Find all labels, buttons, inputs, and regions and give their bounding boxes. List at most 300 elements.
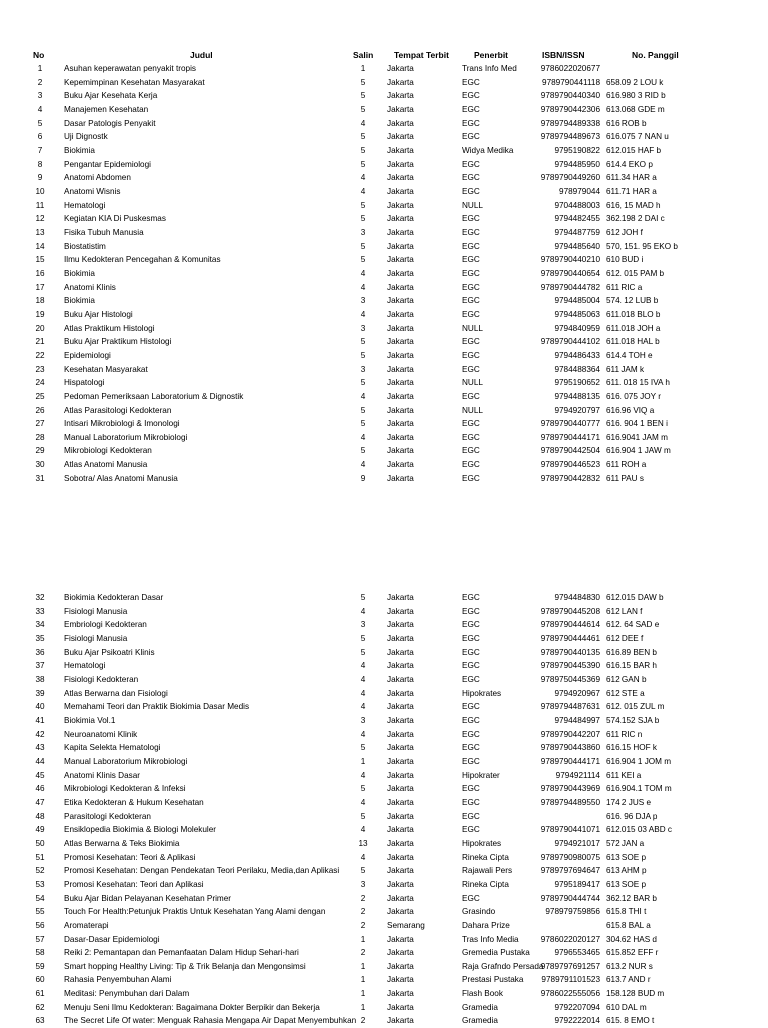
cell-penerbit: EGC (462, 159, 480, 169)
table-row (0, 769, 768, 783)
cell-tempat-terbit: Jakarta (387, 118, 414, 128)
cell-isbn: 9794484830 (554, 593, 600, 602)
cell-salin: 4 (360, 770, 366, 780)
cell-judul: Biokimia (64, 268, 95, 278)
cell-judul: Dasar Patologis Penyakit (64, 118, 156, 128)
cell-tempat-terbit: Jakarta (387, 647, 414, 657)
cell-no-panggil: 611 RIC a (606, 282, 643, 292)
cell-no-panggil: 616. 075 JOY r (606, 391, 661, 401)
cell-salin: 5 (360, 104, 366, 114)
cell-no: 40 (35, 702, 45, 712)
cell-penerbit: EGC (462, 460, 480, 470)
cell-judul: Kepemimpinan Kesehatan Masyarakat (64, 77, 205, 87)
cell-isbn: 9794482455 (554, 214, 600, 224)
cell-judul: Atlas Anatomi Manusia (64, 460, 148, 470)
cell-no-panggil: 616, 15 MAD h (606, 200, 661, 210)
cell-penerbit: Gramedia (462, 1002, 498, 1012)
table-row (0, 89, 768, 103)
cell-penerbit: Raja Grafndo Persada (462, 961, 544, 971)
cell-judul: Uji Dignostk (64, 132, 108, 142)
cell-isbn: 9789791101523 (541, 975, 600, 985)
cell-judul: The Secret Life Of water: Menguak Rahasia Mengapa Air Dapat Menyembuhkan (64, 1016, 357, 1026)
cell-no: 17 (35, 282, 45, 292)
cell-isbn: 9789790440340 (540, 91, 600, 101)
cell-salin: 1 (360, 64, 366, 73)
cell-no-panggil: 611.34 HAR a (606, 173, 657, 183)
cell-judul: Anatomi Klinis (64, 282, 116, 292)
cell-isbn: 9794840959 (554, 323, 600, 333)
cell-no: 48 (35, 811, 45, 821)
cell-penerbit: Widya Medika (462, 145, 514, 155)
table-row (0, 782, 768, 796)
cell-penerbit: EGC (462, 282, 480, 292)
cell-isbn: 9789790445208 (540, 606, 600, 616)
table-row (0, 687, 768, 701)
cell-judul: Hematologi (64, 661, 106, 671)
cell-no-panggil: 616.904 1 JAW m (606, 446, 671, 456)
cell-isbn: 9794920967 (554, 688, 600, 698)
table-row (0, 444, 768, 458)
table-row (0, 199, 768, 213)
cell-judul: Memahami Teori dan Praktik Biokimia Dasar Medis (64, 702, 250, 712)
cell-no-panggil: 615.8 BAL a (606, 920, 651, 930)
cell-tempat-terbit: Jakarta (387, 391, 414, 401)
cell-penerbit: Trans Info Med (462, 64, 517, 73)
cell-no-panggil: 658.09 2 LOU k (606, 77, 664, 87)
table-row (0, 605, 768, 619)
cell-no: 29 (35, 446, 45, 456)
cell-penerbit: Rineka Cipta (462, 879, 509, 889)
header-salin: Salin (353, 50, 374, 60)
cell-isbn: 9794486433 (554, 350, 600, 360)
cell-salin: 13 (358, 838, 368, 848)
header-isbn: ISBN/ISSN (542, 50, 585, 60)
cell-no: 31 (35, 473, 45, 483)
cell-isbn: 9789790442832 (540, 473, 600, 483)
cell-no-panggil: 613.7 AND r (606, 975, 651, 985)
cell-no-panggil: 612 GAN b (606, 674, 647, 684)
cell-penerbit: Flash Book (462, 989, 503, 999)
cell-salin: 4 (360, 268, 366, 278)
cell-isbn: 9789790444461 (540, 633, 600, 643)
table-row (0, 973, 768, 987)
cell-salin: 3 (360, 364, 366, 374)
cell-penerbit: EGC (462, 227, 480, 237)
cell-penerbit: EGC (462, 784, 480, 794)
cell-judul: Manual Laboratorium Mikrobiologi (64, 432, 188, 442)
cell-no-panggil: 611 RIC n (606, 729, 643, 739)
cell-no: 23 (35, 364, 45, 374)
cell-salin: 2 (360, 920, 366, 930)
cell-tempat-terbit: Jakarta (387, 186, 414, 196)
table-row (0, 376, 768, 390)
cell-judul: Mikrobiologi Kedokteran & Infeksi (64, 784, 186, 794)
table-row (0, 673, 768, 687)
cell-judul: Promosi Kesehatan: Dengan Pendekatan Teori Perilaku, Media,dan Aplikasi (64, 866, 340, 876)
cell-penerbit: EGC (462, 473, 480, 483)
cell-no-panggil: 616.89 BEN b (606, 647, 657, 657)
cell-tempat-terbit: Jakarta (387, 784, 414, 794)
cell-judul: Anatomi Wisnis (64, 186, 121, 196)
table-row (0, 837, 768, 851)
cell-judul: Biokimia (64, 145, 95, 155)
cell-no-panggil: 616. 904 1 BEN i (606, 419, 668, 429)
cell-salin: 5 (360, 378, 366, 388)
cell-no-panggil: 613 SOE p (606, 879, 647, 889)
cell-no-panggil: 611. 018 15 IVA h (606, 378, 670, 388)
cell-no-panggil: 612.015 DAW b (606, 593, 664, 602)
table-row (0, 618, 768, 632)
cell-tempat-terbit: Jakarta (387, 132, 414, 142)
table-row (0, 933, 768, 947)
cell-penerbit: EGC (462, 350, 480, 360)
cell-penerbit: Hipokrater (462, 770, 500, 780)
cell-judul: Pengantar Epidemiologi (64, 159, 151, 169)
table-row (0, 103, 768, 117)
cell-penerbit: Gramedia (462, 1016, 498, 1026)
cell-salin: 5 (360, 241, 366, 251)
cell-isbn: 9789790440135 (540, 647, 600, 657)
cell-tempat-terbit: Jakarta (387, 838, 414, 848)
table-row (0, 919, 768, 933)
cell-salin: 1 (360, 989, 366, 999)
cell-no: 58 (35, 948, 45, 958)
table-row (0, 796, 768, 810)
cell-tempat-terbit: Jakarta (387, 350, 414, 360)
cell-tempat-terbit: Jakarta (387, 104, 414, 114)
table-row (0, 810, 768, 824)
cell-no: 60 (35, 975, 45, 985)
cell-tempat-terbit: Jakarta (387, 674, 414, 684)
cell-salin: 5 (360, 784, 366, 794)
cell-tempat-terbit: Jakarta (387, 729, 414, 739)
cell-isbn: 9796553465 (554, 948, 600, 958)
cell-isbn: 9786022020677 (540, 64, 600, 73)
cell-penerbit: EGC (462, 391, 480, 401)
cell-no: 55 (35, 907, 45, 917)
cell-isbn: 9794920797 (554, 405, 600, 415)
cell-salin: 2 (360, 907, 366, 917)
cell-isbn: 9789790443969 (540, 784, 600, 794)
cell-judul: Biokimia Vol.1 (64, 715, 116, 725)
cell-tempat-terbit: Jakarta (387, 378, 414, 388)
table-row (0, 267, 768, 281)
cell-isbn: 9789790443860 (540, 743, 600, 753)
table-row (0, 281, 768, 295)
table-row (0, 458, 768, 472)
cell-judul: Fisiologi Manusia (64, 633, 128, 643)
cell-isbn: 9789790440654 (540, 268, 600, 278)
cell-no: 46 (35, 784, 45, 794)
cell-isbn: 9789794489550 (540, 797, 600, 807)
cell-isbn: 9794485950 (554, 159, 600, 169)
cell-tempat-terbit: Jakarta (387, 989, 414, 999)
cell-judul: Biokimia Kedokteran Dasar (64, 593, 164, 602)
cell-penerbit: EGC (462, 633, 480, 643)
cell-no-panggil: 615.852 EFF r (606, 948, 659, 958)
cell-judul: Hematologi (64, 200, 106, 210)
cell-penerbit: EGC (462, 446, 480, 456)
cell-tempat-terbit: Jakarta (387, 1016, 414, 1026)
cell-isbn: 9789794489338 (540, 118, 600, 128)
cell-penerbit: EGC (462, 173, 480, 183)
cell-tempat-terbit: Jakarta (387, 715, 414, 725)
cell-no-panggil: 574.152 SJA b (606, 715, 660, 725)
cell-penerbit: Dahara Prize (462, 920, 510, 930)
cell-isbn: 9789794489673 (540, 132, 600, 142)
cell-judul: Kesehatan Masyarakat (64, 364, 148, 374)
cell-isbn: 9789790440777 (540, 419, 600, 429)
cell-judul: Ilmu Kedokteran Pencegahan & Komunitas (64, 255, 221, 265)
cell-isbn: 9789790444171 (540, 432, 600, 442)
cell-tempat-terbit: Jakarta (387, 159, 414, 169)
cell-no-panggil: 616.980 3 RID b (606, 91, 666, 101)
table-row (0, 905, 768, 919)
cell-salin: 4 (360, 391, 366, 401)
cell-tempat-terbit: Jakarta (387, 893, 414, 903)
table-row (0, 755, 768, 769)
cell-isbn: 9792207094 (554, 1002, 600, 1012)
cell-no-panggil: 612. 015 ZUL m (606, 702, 665, 712)
cell-no: 25 (35, 391, 45, 401)
cell-penerbit: EGC (462, 797, 480, 807)
cell-no: 45 (35, 770, 45, 780)
cell-no: 15 (35, 255, 45, 265)
cell-no: 51 (35, 852, 45, 862)
cell-tempat-terbit: Jakarta (387, 961, 414, 971)
table-row (0, 130, 768, 144)
cell-tempat-terbit: Jakarta (387, 296, 414, 306)
cell-isbn: 9789794487631 (540, 702, 600, 712)
cell-judul: Biokimia (64, 296, 95, 306)
table-row (0, 714, 768, 728)
cell-tempat-terbit: Jakarta (387, 364, 414, 374)
cell-salin: 5 (360, 419, 366, 429)
cell-salin: 5 (360, 866, 366, 876)
cell-salin: 5 (360, 145, 366, 155)
cell-tempat-terbit: Jakarta (387, 879, 414, 889)
cell-judul: Biostatistim (64, 241, 106, 251)
cell-penerbit: Hipokrates (462, 838, 502, 848)
cell-tempat-terbit: Jakarta (387, 797, 414, 807)
cell-no: 9 (37, 173, 43, 183)
cell-isbn: 9704488003 (554, 200, 600, 210)
cell-tempat-terbit: Jakarta (387, 606, 414, 616)
cell-isbn: 9789797694647 (540, 866, 600, 876)
cell-salin: 5 (360, 200, 366, 210)
cell-salin: 5 (360, 91, 366, 101)
cell-no-panggil: 572 JAN a (606, 838, 645, 848)
cell-penerbit: EGC (462, 674, 480, 684)
cell-isbn: 9789790444782 (540, 282, 600, 292)
cell-salin: 4 (360, 309, 366, 319)
cell-tempat-terbit: Jakarta (387, 934, 414, 944)
cell-isbn: 9789790442504 (540, 446, 600, 456)
cell-no: 34 (35, 620, 45, 630)
cell-isbn: 9789790445390 (540, 661, 600, 671)
cell-no: 20 (35, 323, 45, 333)
cell-no-panggil: 611 KEI a (606, 770, 642, 780)
cell-judul: Atlas Parasitologi Kedokteran (64, 405, 172, 415)
header-penerbit: Penerbit (474, 50, 509, 60)
cell-judul: Fisika Tubuh Manusia (64, 227, 144, 237)
cell-no-panggil: 362.12 BAR b (606, 893, 657, 903)
cell-judul: Manajemen Kesehatan (64, 104, 149, 114)
table-row (0, 472, 768, 486)
cell-no: 62 (35, 1002, 45, 1012)
cell-no-panggil: 174 2 JUS e (606, 797, 652, 807)
cell-no-panggil: 613.068 GDE m (606, 104, 665, 114)
cell-salin: 9 (360, 473, 366, 483)
table-row (0, 144, 768, 158)
header-judul: Judul (190, 50, 213, 60)
cell-no-panggil: 613 AHM p (606, 866, 647, 876)
cell-tempat-terbit: Jakarta (387, 446, 414, 456)
cell-no: 35 (35, 633, 45, 643)
cell-tempat-terbit: Jakarta (387, 852, 414, 862)
table-row (0, 659, 768, 673)
cell-no-panggil: 616.904.1 TOM m (606, 784, 672, 794)
cell-judul: Parasitologi Kedokteran (64, 811, 151, 821)
cell-judul: Rahasia Penyembuhan Alami (64, 975, 172, 985)
cell-penerbit: EGC (462, 132, 480, 142)
cell-isbn: 9789790980075 (540, 852, 600, 862)
cell-penerbit: EGC (462, 661, 480, 671)
cell-no-panggil: 616.904 1 JOM m (606, 756, 672, 766)
cell-tempat-terbit: Jakarta (387, 309, 414, 319)
cell-tempat-terbit: Jakarta (387, 633, 414, 643)
cell-no: 59 (35, 961, 45, 971)
cell-judul: Fisiologi Kedokteran (64, 674, 139, 684)
cell-salin: 4 (360, 688, 366, 698)
cell-judul: Intisari Mikrobiologi & Imonologi (64, 419, 180, 429)
cell-no: 1 (37, 64, 43, 73)
table-row (0, 322, 768, 336)
cell-no-panggil: 611 ROH a (606, 460, 647, 470)
cell-judul: Epidemiologi (64, 350, 111, 360)
cell-judul: Smart hopping Healthy Living: Tip & Trik Belanja dan Mengonsimsi (64, 961, 306, 971)
table-row (0, 632, 768, 646)
cell-isbn: 9789790444614 (540, 620, 600, 630)
cell-salin: 4 (360, 661, 366, 671)
cell-tempat-terbit: Jakarta (387, 173, 414, 183)
cell-judul: Buku Ajar Bidan Pelayanan Kesehatan Primer (64, 893, 232, 903)
cell-tempat-terbit: Jakarta (387, 1002, 414, 1012)
cell-penerbit: EGC (462, 241, 480, 251)
cell-no: 28 (35, 432, 45, 442)
cell-salin: 1 (360, 961, 366, 971)
cell-no-panggil: 612 STE a (606, 688, 645, 698)
cell-isbn: 9789790449260 (540, 173, 600, 183)
cell-penerbit: EGC (462, 620, 480, 630)
cell-judul: Atlas Praktikum Histologi (64, 323, 155, 333)
cell-salin: 2 (360, 893, 366, 903)
cell-tempat-terbit: Jakarta (387, 214, 414, 224)
table-row (0, 946, 768, 960)
cell-salin: 5 (360, 337, 366, 347)
cell-penerbit: EGC (462, 268, 480, 278)
cell-no: 44 (35, 756, 45, 766)
cell-no: 18 (35, 296, 45, 306)
cell-judul: Kegiatan KIA Di Puskesmas (64, 214, 166, 224)
cell-isbn: 9786022555056 (540, 989, 600, 999)
cell-no: 7 (37, 145, 43, 155)
table-row (0, 226, 768, 240)
cell-no: 8 (37, 159, 43, 169)
cell-penerbit: EGC (462, 364, 480, 374)
cell-no-panggil: 616.075 7 NAN u (606, 132, 669, 142)
table-row (0, 823, 768, 837)
cell-no: 53 (35, 879, 45, 889)
cell-no: 4 (37, 104, 43, 114)
cell-penerbit: EGC (462, 104, 480, 114)
cell-judul: Hispatologi (64, 378, 105, 388)
cell-isbn: 9786022020127 (540, 934, 600, 944)
table-row (0, 363, 768, 377)
cell-salin: 4 (360, 674, 366, 684)
cell-no: 12 (35, 214, 45, 224)
cell-isbn: 9794485004 (554, 296, 600, 306)
header-no-panggil: No. Panggil (632, 50, 679, 60)
cell-penerbit: EGC (462, 214, 480, 224)
table-row (0, 62, 768, 76)
table-row (0, 851, 768, 865)
cell-judul: Pedoman Pemeriksaan Laboratorium & Dignostik (64, 391, 244, 401)
table-row (0, 253, 768, 267)
cell-judul: Menuju Seni Ilmu Kedokteran: Bagaimana Dokter Berpikir dan Bekerja (64, 1002, 320, 1012)
cell-salin: 3 (360, 879, 366, 889)
table-row (0, 431, 768, 445)
header-no: No (33, 50, 45, 60)
cell-isbn: 9789790444171 (540, 756, 600, 766)
cell-tempat-terbit: Semarang (387, 920, 425, 930)
cell-judul: Embriologi Kedokteran (64, 620, 147, 630)
cell-penerbit: EGC (462, 118, 480, 128)
cell-judul: Promosi Kesehatan: Teori dan Aplikasi (64, 879, 204, 889)
cell-penerbit: EGC (462, 432, 480, 442)
cell-judul: Ensiklopedia Biokimia & Biologi Molekuler (64, 825, 216, 835)
cell-salin: 5 (360, 633, 366, 643)
cell-salin: 3 (360, 227, 366, 237)
cell-no: 37 (35, 661, 45, 671)
cell-no-panggil: 612 DEE f (606, 633, 644, 643)
cell-judul: Manual Laboratorium Mikrobiologi (64, 756, 188, 766)
cell-salin: 5 (360, 350, 366, 360)
cell-isbn: 9789790444102 (540, 337, 600, 347)
cell-penerbit: EGC (462, 893, 480, 903)
cell-penerbit: EGC (462, 337, 480, 347)
cell-no-panggil: 574. 12 LUB b (606, 296, 659, 306)
cell-isbn: 9795189417 (554, 879, 600, 889)
cell-no: 11 (35, 200, 45, 210)
cell-isbn: 9789797691257 (540, 961, 600, 971)
cell-no: 5 (37, 118, 43, 128)
cell-no: 49 (35, 825, 45, 835)
cell-salin: 4 (360, 186, 366, 196)
cell-no: 38 (35, 674, 45, 684)
cell-salin: 4 (360, 797, 366, 807)
cell-no-panggil: 614.4 EKO p (606, 159, 653, 169)
cell-no: 16 (35, 268, 45, 278)
table-row (0, 171, 768, 185)
cell-tempat-terbit: Jakarta (387, 227, 414, 237)
cell-penerbit: Prestasi Pustaka (462, 975, 524, 985)
cell-tempat-terbit: Jakarta (387, 419, 414, 429)
cell-salin: 4 (360, 729, 366, 739)
cell-no: 57 (35, 934, 45, 944)
cell-penerbit: EGC (462, 729, 480, 739)
cell-penerbit: Rajawali Pers (462, 866, 513, 876)
